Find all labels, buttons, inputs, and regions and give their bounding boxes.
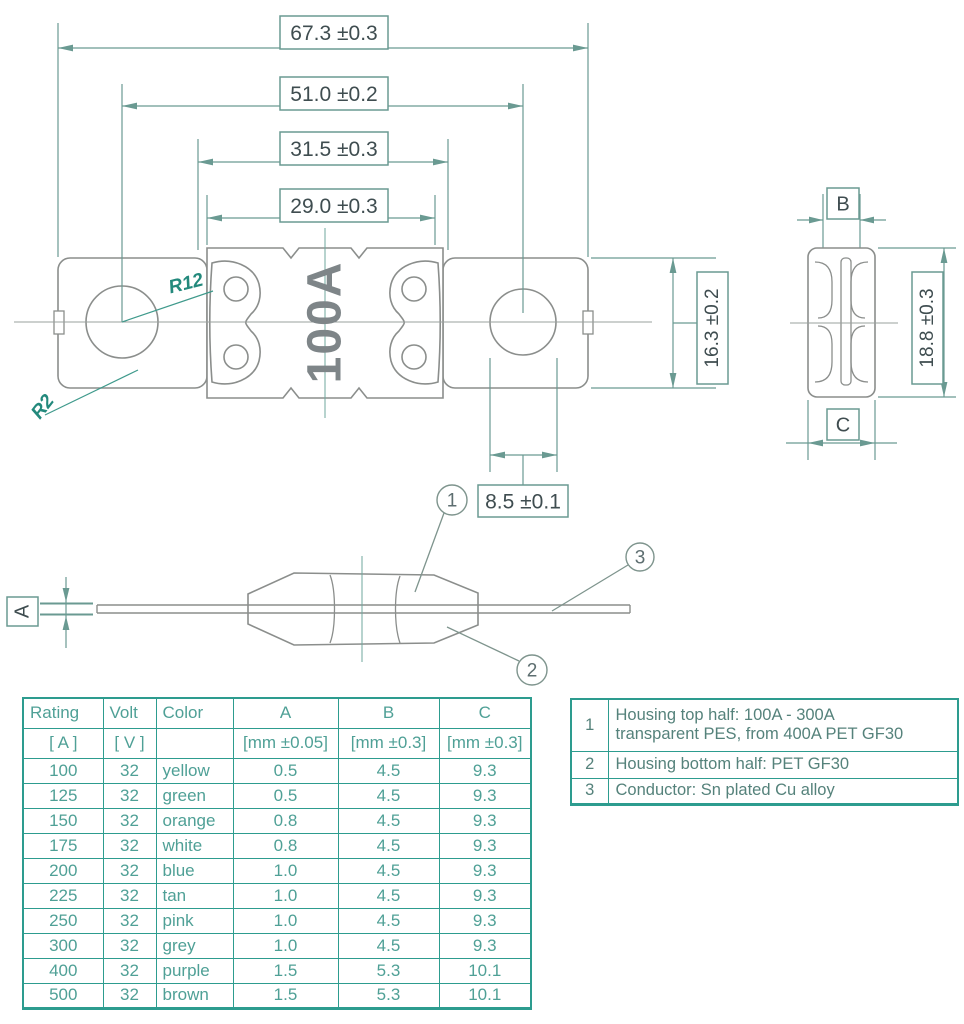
spec-cell: 32 [103,933,156,958]
legend-text [608,699,958,751]
spec-cell: blue [156,858,233,883]
side-housing [248,573,478,645]
spec-cell: 4.5 [338,758,439,783]
spec-unit-cell: [ A ] [23,728,103,758]
spec-cell: 125 [23,783,103,808]
spec-unit-cell [156,728,233,758]
spec-cell: 0.5 [233,783,338,808]
spec-cell: pink [156,908,233,933]
spec-cell: 9.3 [439,808,531,833]
current-rating-marking: 100A [298,260,352,384]
spec-cell: orange [156,808,233,833]
spec-cell: 150 [23,808,103,833]
dim-hole-pitch: 51.0 ±0.2 [290,83,378,106]
spec-header-cell: C [439,698,531,728]
r2-label: R2 [27,390,59,424]
spec-cell: 1.0 [233,883,338,908]
spec-cell: 225 [23,883,103,908]
spec-header-cell: Rating [23,698,103,728]
spec-cell: 9.3 [439,783,531,808]
spec-header-cell: B [338,698,439,728]
spec-cell: purple [156,958,233,983]
spec-cell: green [156,783,233,808]
dim-end-view-height: 18.8 ±0.3 [917,288,938,368]
mount-hole [402,345,426,369]
legend-number: 1 [571,699,608,751]
spec-cell: 1.5 [233,958,338,983]
spec-cell: grey [156,933,233,958]
spec-unit-cell: [mm ±0.3] [338,728,439,758]
legend-table [570,698,959,806]
spec-cell: 1.0 [233,933,338,958]
spec-unit-cell: [mm ±0.05] [233,728,338,758]
legend-number: 2 [571,751,608,778]
spec-cell: 4.5 [338,933,439,958]
spec-units-row [23,728,531,758]
spec-cell: 0.8 [233,808,338,833]
spec-cell: 175 [23,833,103,858]
callout-2: 2 [526,660,538,682]
side-view [97,573,630,645]
spec-cell: 0.5 [233,758,338,783]
table-row [23,783,531,808]
legend-text-line: Housing top half: 100A - 300A [615,706,835,725]
spec-header-cell: Volt [103,698,156,728]
spec-cell: 32 [103,883,156,908]
table-row [23,758,531,783]
spec-cell: 500 [23,983,103,1008]
legend-text-line: transparent PES, from 400A PET GF30 [615,725,904,744]
spec-cell: 32 [103,783,156,808]
legend-row [571,778,958,804]
spec-cell: 9.3 [439,833,531,858]
table-row [23,958,531,983]
spec-cell: 4.5 [338,883,439,908]
legend-number: 3 [571,778,608,804]
end-view-slot [841,258,851,385]
table-row [23,933,531,958]
spec-cell: 32 [103,983,156,1008]
r12-label: R12 [166,269,206,299]
spec-cell: 5.3 [338,983,439,1008]
table-row [23,983,531,1008]
spec-unit-cell: [ V ] [103,728,156,758]
spec-cell: 100 [23,758,103,783]
spec-cell: 9.3 [439,908,531,933]
table-row [23,883,531,908]
spec-header-cell: A [233,698,338,728]
spec-cell: 10.1 [439,958,531,983]
legend-text: Housing bottom half: PET GF30 [608,751,958,778]
spec-cell: 32 [103,808,156,833]
spec-cell: 1.5 [233,983,338,1008]
legend-row [571,751,958,778]
spec-cell: 32 [103,758,156,783]
table-row [23,808,531,833]
spec-cell: 4.5 [338,908,439,933]
spec-cell: 5.3 [338,958,439,983]
spec-cell: 32 [103,833,156,858]
spec-cell: 9.3 [439,758,531,783]
spec-cell: 200 [23,858,103,883]
mount-hole [224,345,248,369]
spec-cell: 9.3 [439,933,531,958]
spec-cell: 400 [23,958,103,983]
table-row [23,908,531,933]
legend-text: Conductor: Sn plated Cu alloy [608,778,958,804]
spec-cell: 1.0 [233,858,338,883]
dim-c-label: C [835,414,851,437]
legend-row [571,699,958,751]
spec-cell: 9.3 [439,858,531,883]
spec-cell: 4.5 [338,783,439,808]
spec-cell: 9.3 [439,883,531,908]
spec-header-cell: Color [156,698,233,728]
spec-cell: white [156,833,233,858]
spec-unit-cell: [mm ±0.3] [439,728,531,758]
spec-cell: 1.0 [233,908,338,933]
spec-cell: yellow [156,758,233,783]
spec-cell: 300 [23,933,103,958]
dim-terminal-height: 16.3 ±0.2 [702,288,723,368]
table-row [23,833,531,858]
spec-cell: brown [156,983,233,1008]
spec-cell: 0.8 [233,833,338,858]
spec-cell: 32 [103,908,156,933]
dim-b-label: B [836,193,850,216]
spec-cell: 4.5 [338,833,439,858]
spec-cell: 10.1 [439,983,531,1008]
table-row [23,858,531,883]
dim-housing-length: 29.0 ±0.3 [290,195,378,218]
spec-header-row [23,698,531,728]
spec-cell: 4.5 [338,808,439,833]
spec-cell: 32 [103,958,156,983]
dim-a-label: A [11,604,34,619]
spec-table [22,697,532,1010]
callout-3: 3 [634,547,646,569]
dim-overall-length: 67.3 ±0.3 [290,22,378,45]
callout-1: 1 [446,490,458,512]
spec-cell: 4.5 [338,858,439,883]
mount-hole [224,277,248,301]
mount-hole [402,277,426,301]
spec-cell: tan [156,883,233,908]
dim-hole-diameter: 8.5 ±0.1 [485,490,561,514]
dim-housing-length-outer: 31.5 ±0.3 [290,138,378,161]
spec-cell: 32 [103,858,156,883]
spec-cell: 250 [23,908,103,933]
